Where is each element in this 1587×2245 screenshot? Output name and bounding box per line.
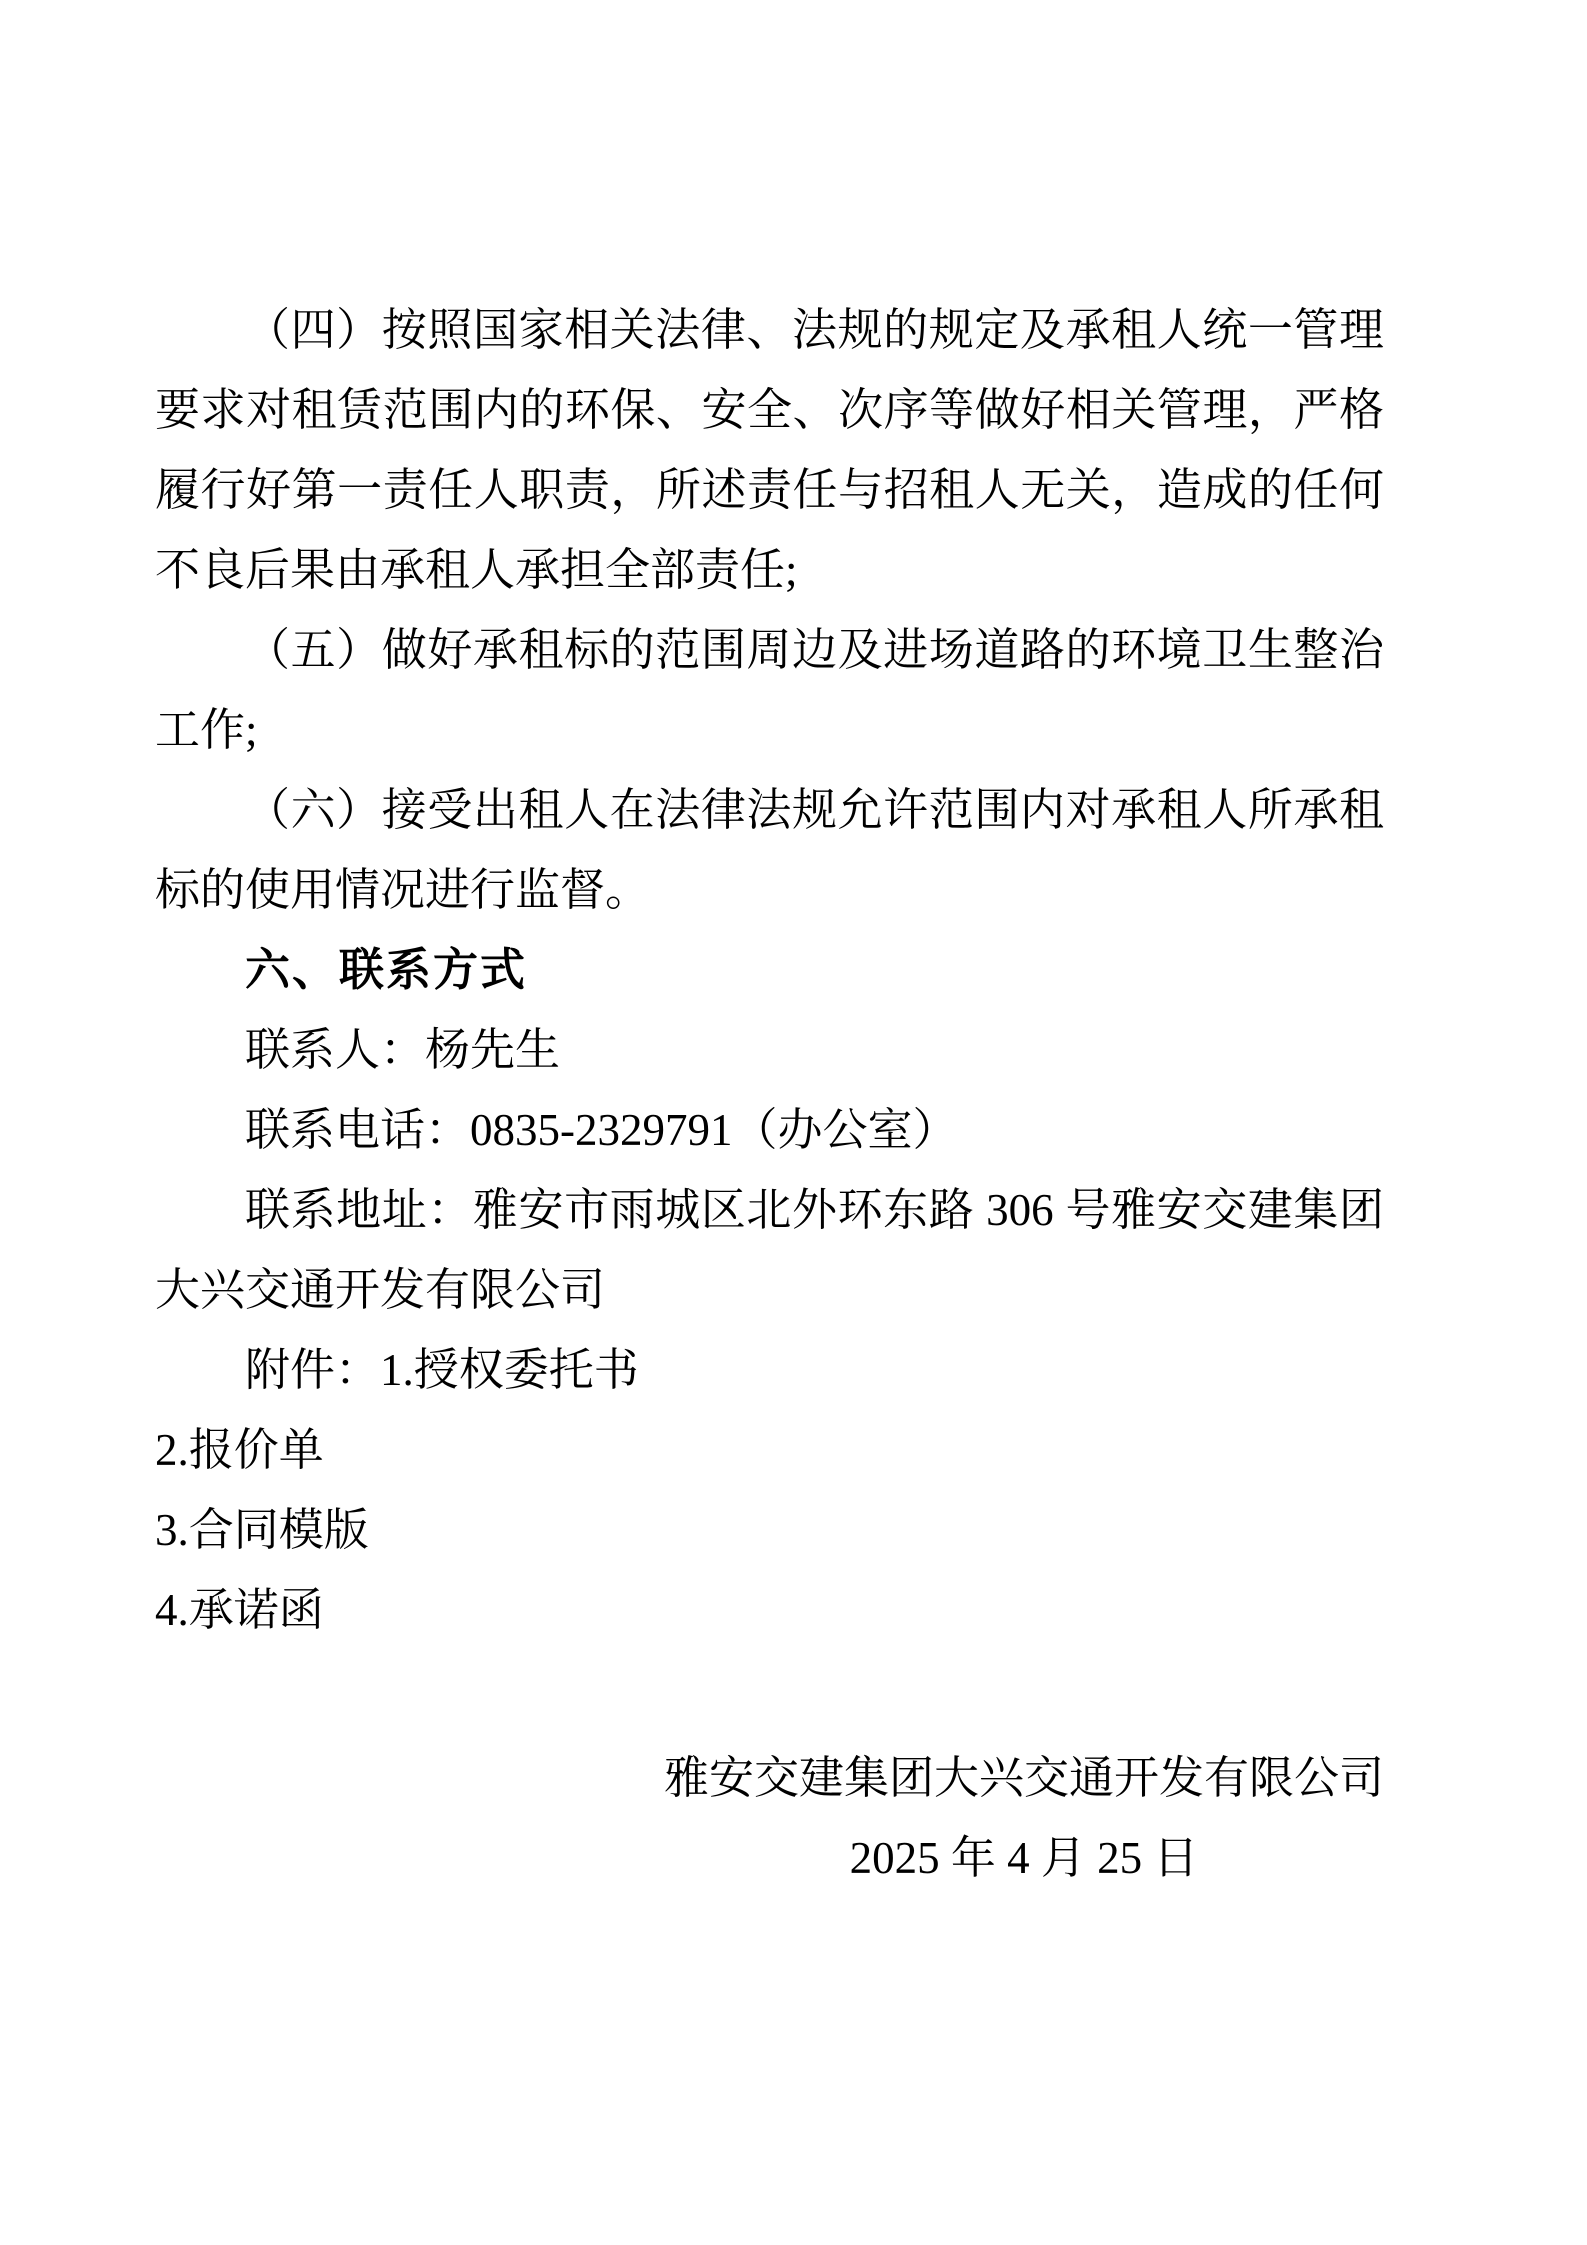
contact-person-line: 联系人：杨先生 [245,1025,561,1075]
attachment-item-4: 4.承诺函 [155,1585,324,1635]
paragraph-clause-4: （四）按照国家相关法律、法规的规定及承租人统一管理要求对租赁范围内的环保、安全、次序等做好相关管理，严格履行好第一责任人职责，所述责任与招租人无关，造成的任何不良后果由承租人承担全部责任; [155,305,1384,595]
signature-inner [664,1738,1384,1898]
attachments-label: 附件： [245,1345,381,1395]
signature-block [155,1738,1384,1898]
section-heading-contact-info: 六、联系方式 [245,944,528,995]
attachment-item-1: 1.授权委托书 [380,1345,639,1395]
signature-date: 2025 年 4 月 25 日 [849,1833,1199,1883]
attachment-item-3: 3.合同模版 [155,1505,369,1555]
attachments-line [155,1330,1384,1410]
paragraph-clause-5: （五）做好承租标的范围周边及进场道路的环境卫生整治工作; [155,625,1384,755]
contact-phone-line: 联系电话：0835-2329791（办公室） [245,1105,958,1155]
attachment-item-2: 2.报价单 [155,1425,324,1475]
signature-company-name: 雅安交建集团大兴交通开发有限公司 [663,1753,1384,1803]
paragraph-clause-6: （六）接受出租人在法律法规允许范围内对承租人所承租标的使用情况进行监督。 [155,785,1384,915]
contact-address-line: 联系地址：雅安市雨城区北外环东路 306 号雅安交建集团大兴交通开发有限公司 [155,1185,1384,1315]
